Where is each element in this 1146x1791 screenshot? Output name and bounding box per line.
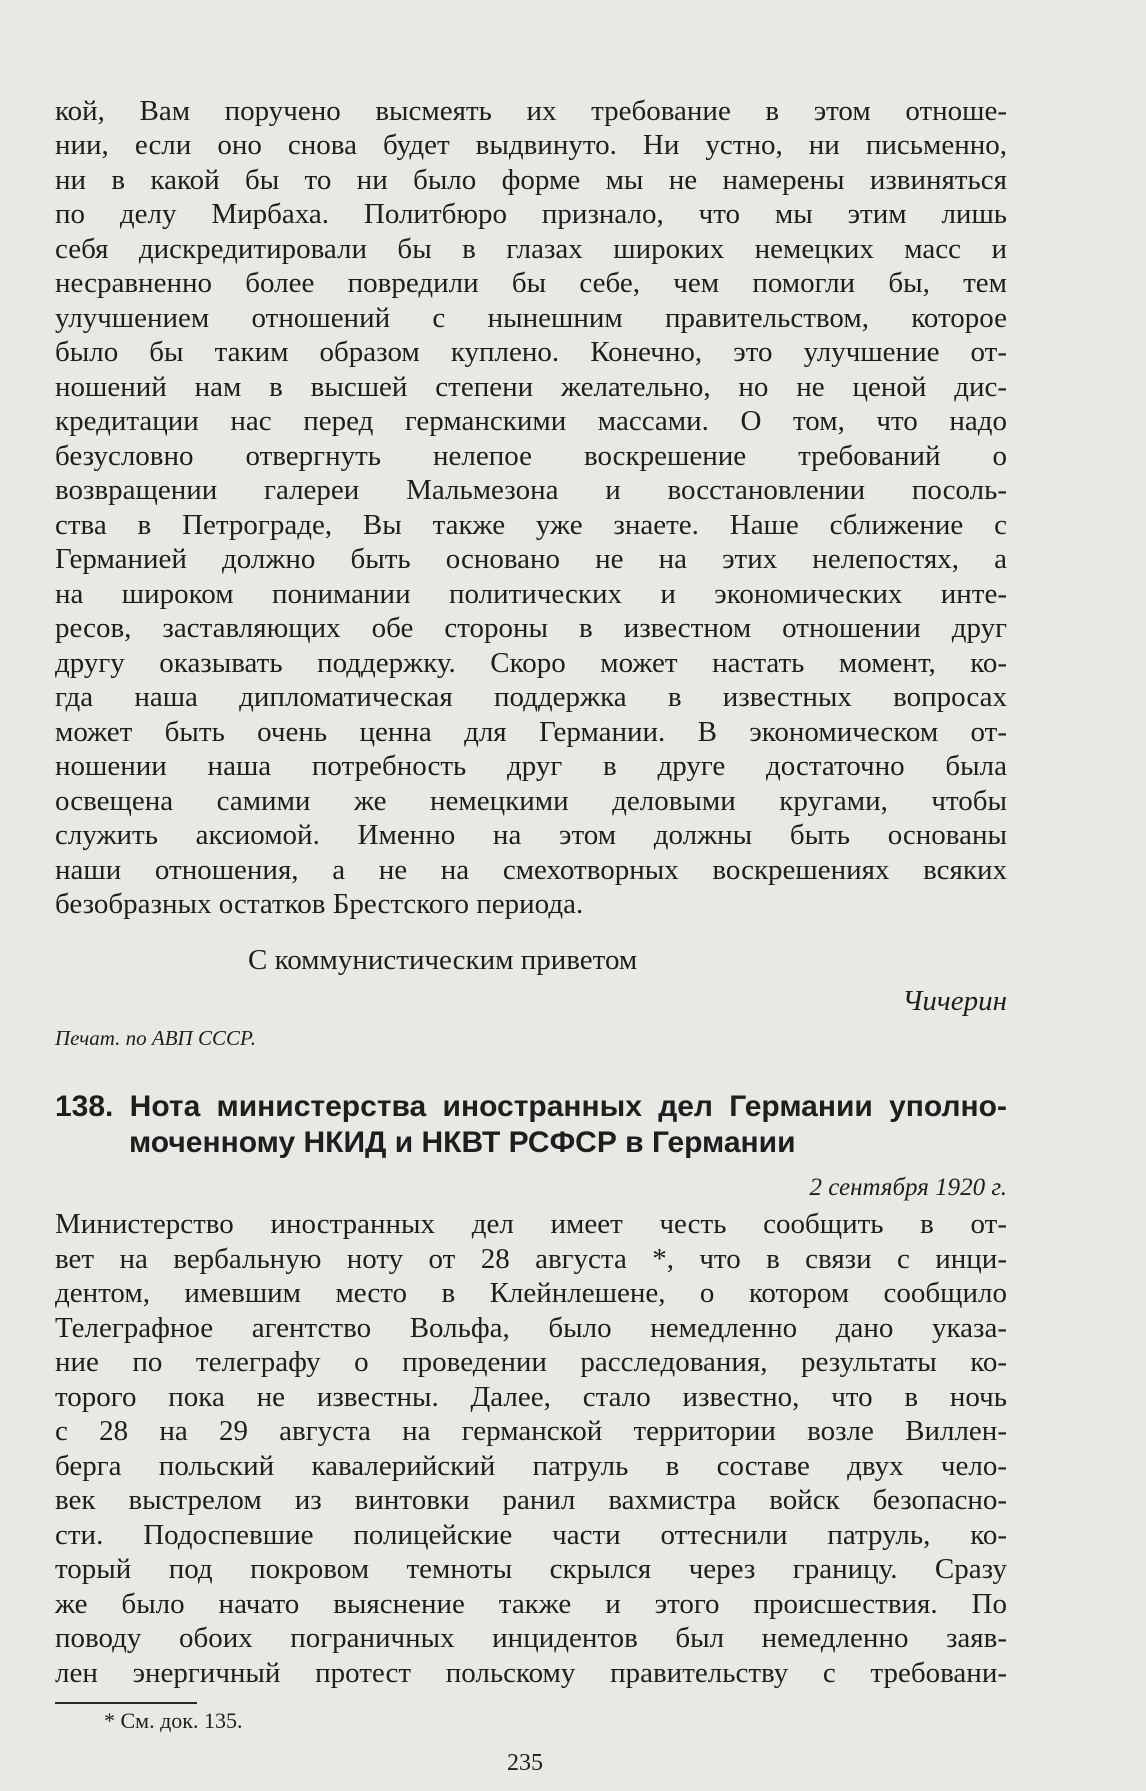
- letter-line: ношений нам в высшей степени желательно, но не ценой дис-: [55, 371, 1007, 403]
- letter-line: может быть очень ценна для Германии. В экономическом от-: [55, 716, 1007, 748]
- document-line: дентом, имевшим место в Клейнлешене, о котором сообщило: [55, 1277, 1007, 1309]
- letter-line: ношении наша потребность друг в друге достаточно была: [55, 750, 1007, 782]
- letter-line: возвращении галереи Мальмезона и восстановлении посоль-: [55, 474, 1007, 506]
- page-number: 235: [507, 1750, 543, 1776]
- letter-greeting: С коммунистическим приветом: [248, 944, 638, 976]
- footnote-rule: [55, 1702, 197, 1704]
- document-heading-continued: моченному НКИД и НКВТ РСФСР в Германии: [129, 1126, 796, 1159]
- document-line: берга польский кавалерийский патруль в составе двух чело-: [55, 1450, 1007, 1482]
- letter-line: ства в Петрограде, Вы также уже знаете. Наше сближение с: [55, 509, 1007, 541]
- letter-line: наши отношения, а не на смехотворных воскрешениях всяких: [55, 854, 1007, 886]
- letter-signature: Чичерин: [902, 985, 1007, 1017]
- letter-line: кредитации нас перед германскими массами. О том, что надо: [55, 405, 1007, 437]
- letter-line: себя дискредитировали бы в глазах широких немецких масс и: [55, 233, 1007, 265]
- letter-line: Германией должно быть основано не на этих нелепостях, а: [55, 543, 1007, 575]
- letter-line: ресов, заставляющих обе стороны в известном отношении друг: [55, 612, 1007, 644]
- document-line: вет на вербальную ноту от 28 августа *, что в связи с инци-: [55, 1243, 1007, 1275]
- document-line: поводу обоих пограничных инцидентов был немедленно заяв-: [55, 1622, 1007, 1654]
- letter-line: безусловно отвергнуть нелепое воскрешение требований о: [55, 440, 1007, 472]
- document-line: век выстрелом из винтовки ранил вахмистра войск безопасно-: [55, 1484, 1007, 1516]
- letter-line: было бы таким образом куплено. Конечно, это улучшение от-: [55, 336, 1007, 368]
- letter-line: другу оказывать поддержку. Скоро может настать момент, ко-: [55, 647, 1007, 679]
- document-line: торого пока не известны. Далее, стало известно, что в ночь: [55, 1381, 1007, 1413]
- letter-line: на широком понимании политических и экономических инте-: [55, 578, 1007, 610]
- letter-line: ни в какой бы то ни было форме мы не намерены извиняться: [55, 164, 1007, 196]
- letter-line: несравненно более повредили бы себе, чем помогли бы, тем: [55, 267, 1007, 299]
- document-line: с 28 на 29 августа на германской территории возле Виллен-: [55, 1415, 1007, 1447]
- document-line: Телеграфное агентство Вольфа, было немедленно дано указа-: [55, 1312, 1007, 1344]
- letter-line: освещена самими же немецкими деловыми кругами, чтобы: [55, 785, 1007, 817]
- archive-source: Печат. по АВП СССР.: [55, 1026, 256, 1050]
- document-line: Министерство иностранных дел имеет честь сообщить в от-: [55, 1208, 1007, 1240]
- document-line: же было начато выяснение также и этого происшествия. По: [55, 1588, 1007, 1620]
- letter-line: по делу Мирбаха. Политбюро признало, что мы этим лишь: [55, 198, 1007, 230]
- document-line: лен энергичный протест польскому правительству с требовани-: [55, 1657, 1007, 1689]
- document-line: ние по телеграфу о проведении расследования, результаты ко-: [55, 1346, 1007, 1378]
- footnote: * См. док. 135.: [104, 1708, 243, 1733]
- letter-line: безобразных остатков Брестского периода.: [55, 888, 584, 920]
- letter-line: служить аксиомой. Именно на этом должны быть основаны: [55, 819, 1007, 851]
- document-line: сти. Подоспевшие полицейские части оттеснили патруль, ко-: [55, 1519, 1007, 1551]
- letter-line: гда наша дипломатическая поддержка в известных вопросах: [55, 681, 1007, 713]
- document-heading: 138. Нота министерства иностранных дел Германии уполно-: [55, 1090, 1007, 1123]
- document-date: 2 сентября 1920 г.: [809, 1174, 1007, 1201]
- letter-line: нии, если оно снова будет выдвинуто. Ни устно, ни письменно,: [55, 129, 1007, 161]
- letter-line: кой, Вам поручено высмеять их требование в этом отноше-: [55, 95, 1007, 127]
- letter-line: улучшением отношений с нынешним правительством, которое: [55, 302, 1007, 334]
- document-line: торый под покровом темноты скрылся через границу. Сразу: [55, 1553, 1007, 1585]
